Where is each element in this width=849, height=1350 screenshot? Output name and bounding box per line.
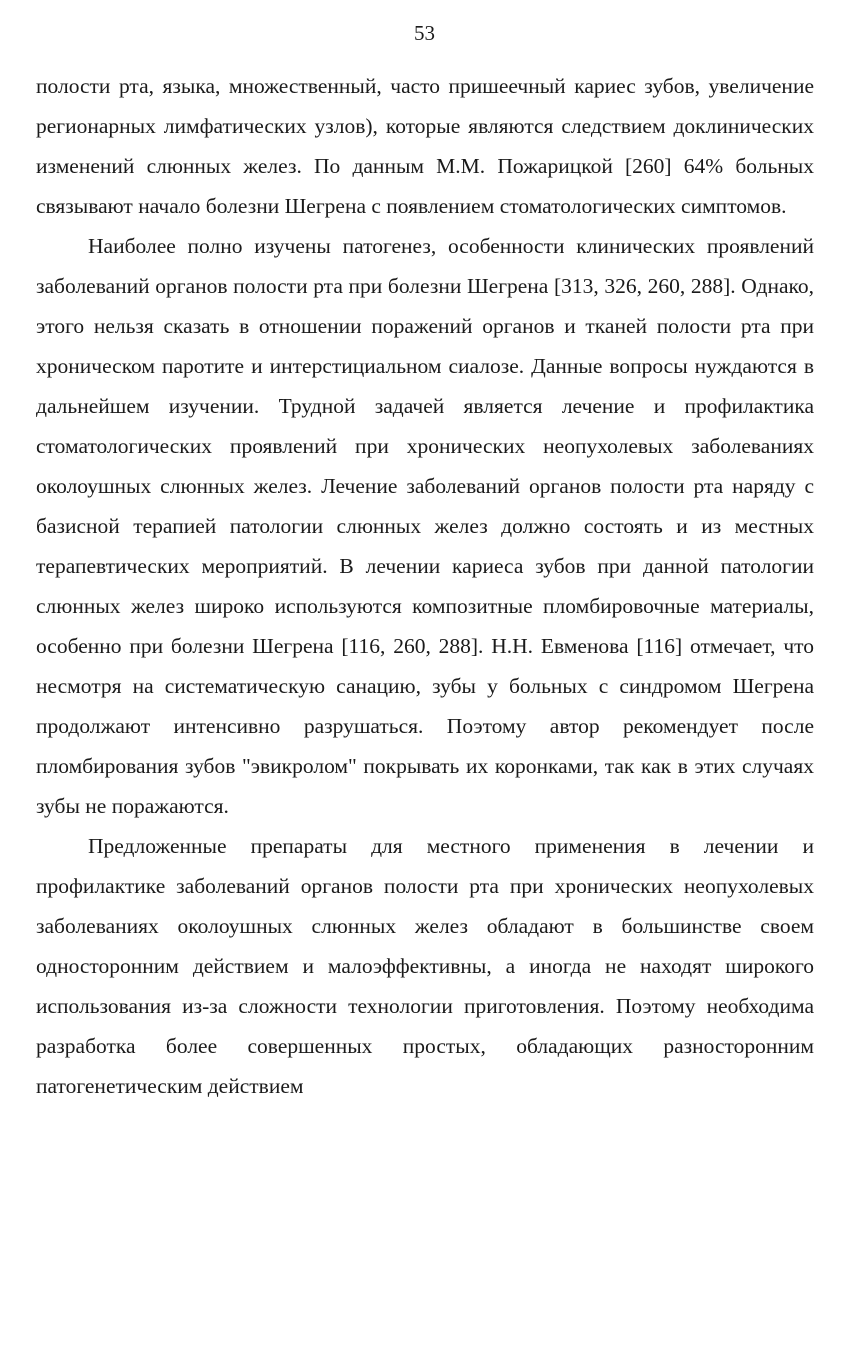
page-number: 53 (414, 21, 435, 45)
paragraph-3: Предложенные препараты для местного применения в лечении и профилактике заболеваний органов полости рта при хронических неопухолевых заболеваниях околоушных слюнных желез обладают в большинстве своем односторонним действием и малоэффективны, а иногда не находят широкого использования из-за сложности технологии приготовления. Поэтому необходима разработка более совершенных простых, обладающих разносторонним патогенетическим действием (36, 834, 814, 1098)
paragraph-2: Наиболее полно изучены патогенез, особенности клинических проявлений заболеваний органов полости рта при болезни Шегрена [313, 326, 260, 288]. Однако, этого нельзя сказать в отношении поражений органов и тканей полости рта при хроническом паротите и интерстициальном сиалозе. Данные вопросы нуждаются в дальнейшем изучении. Трудной задачей является лечение и профилактика стоматологических проявлений при хронических неопухолевых заболеваниях околоушных слюнных желез. Лечение заболеваний органов полости рта наряду с базисной терапией патологии слюнных желез должно состоять и из местных терапевтических мероприятий. В лечении кариеса зубов при данной патологии слюнных желез широко используются композитные пломбировочные материалы, особенно при болезни Шегрена [116, 260, 288]. Н.Н. Евменова [116] отмечает, что несмотря на систематическую санацию, зубы у больных с синдромом Шегрена продолжают интенсивно разрушаться. Поэтому автор рекомендует после пломбирования зубов "эвикролом" покрывать их коронками, так как в этих случаях зубы не поражаются. (36, 234, 814, 818)
body-text (36, 66, 814, 1106)
paragraph-1: полости рта, языка, множественный, часто пришеечный кариес зубов, увеличение регионарных лимфатических узлов), которые являются следствием доклинических изменений слюнных желез. По данным М.М. Пожарицкой [260] 64% больных связывают начало болезни Шегрена с появлением стоматологических симптомов. (36, 74, 814, 218)
